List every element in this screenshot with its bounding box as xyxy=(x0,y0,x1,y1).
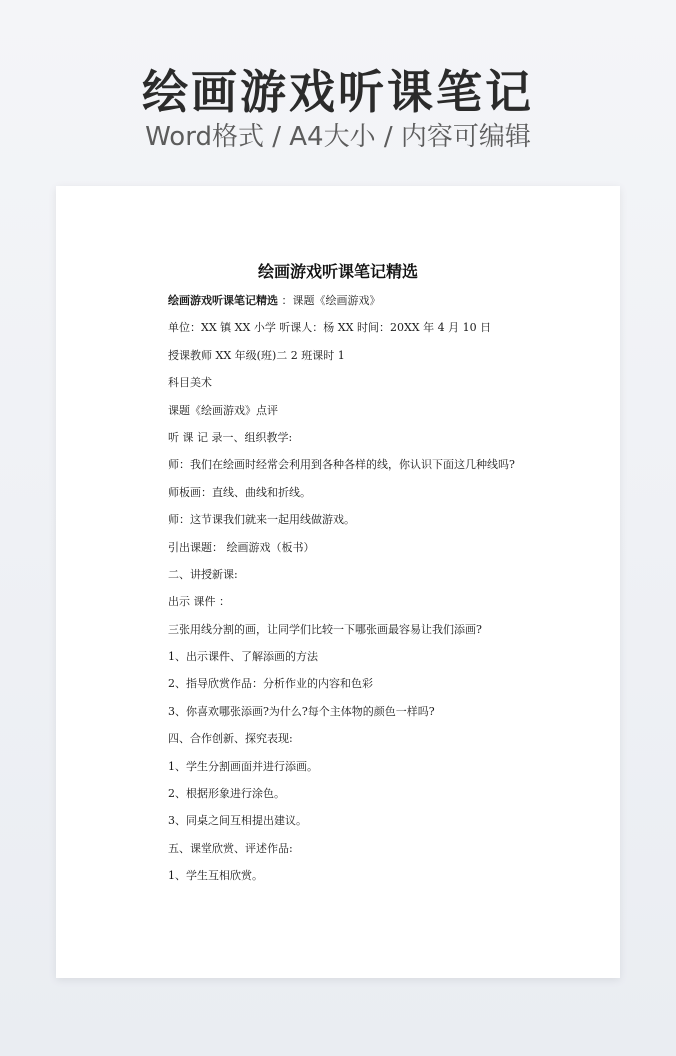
intro-line xyxy=(168,292,568,319)
intro-line-rest: ：课题《绘画游戏》 xyxy=(278,294,381,307)
body-line-section-4: 四、合作创新、探究表现: xyxy=(168,732,293,746)
body-line: 2、根据形象进行涂色。 xyxy=(168,787,285,801)
body-line-topic: 课题《绘画游戏》点评 xyxy=(168,403,278,417)
body-line-section-2: 二、讲授新课: xyxy=(168,567,238,581)
document-title: 绘画游戏听课笔记精选 xyxy=(257,262,418,281)
body-line: 3、你喜欢哪张添画?为什么?每个主体物的颜色一样吗? xyxy=(168,704,435,718)
banner-subtitle: Word格式 / A4大小 / 内容可编辑 xyxy=(145,122,531,152)
body-line-section-5: 五、课堂欣赏、评述作品: xyxy=(168,841,293,855)
document-page xyxy=(56,186,620,978)
body-line-subject: 科目美术 xyxy=(168,376,212,390)
body-line: 出示 课件 ： xyxy=(168,595,230,609)
banner xyxy=(0,0,676,186)
body-line-section-1: 听 课 记 录一、组织教学: xyxy=(168,430,293,444)
body-line: 引出课题： 绘画游戏（板书） xyxy=(168,540,315,554)
intro-line-bold: 绘画游戏听课笔记精选 xyxy=(168,294,278,307)
body-line: 2、指导欣赏作品：分析作业的内容和色彩 xyxy=(168,677,373,691)
banner-title: 绘画游戏听课笔记 xyxy=(142,65,534,119)
body-line: 师：这节课我们就来一起用线做游戏。 xyxy=(168,513,355,527)
body-line: 3、同桌之间互相提出建议。 xyxy=(168,814,307,828)
body-line: 三张用线分割的画，让同学们比较一下哪张画最容易让我们添画? xyxy=(168,622,482,636)
body-line: 1、学生互相欣赏。 xyxy=(168,869,263,883)
body-line: 1、学生分割画面并进行添画。 xyxy=(168,759,318,773)
document-body xyxy=(168,292,568,895)
body-line: 师板画：直线、曲线和折线。 xyxy=(168,485,311,499)
body-line-teacher: 授课教师 XX 年级(班)二 2 班课时 1 xyxy=(168,348,345,362)
body-line-unit-info: 单位：XX 镇 XX 小学 听课人：杨 XX 时间：20XX 年 4 月 10 日 xyxy=(168,321,492,335)
body-line: 师：我们在绘画时经常会利用到各种各样的线，你认识下面这几种线吗? xyxy=(168,458,515,472)
body-line: 1、出示课件、了解添画的方法 xyxy=(168,650,318,664)
